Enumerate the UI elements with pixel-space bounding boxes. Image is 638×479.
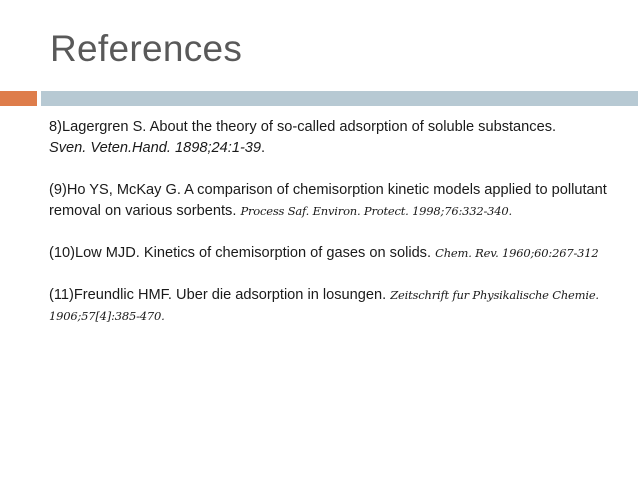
reference-journal: Process Saf. Environ. Protect. 1998;76:332-340. [240,204,512,218]
reference-journal: Zeitschrift fur Physikalische Chemie. 1906;57[4]:385-470. [49,288,599,323]
reference-item [49,285,629,327]
slide-title: References [50,28,243,69]
references-list [49,117,629,348]
reference-text: (10)Low MJD. Kinetics of chemisorption of gases on solids. [49,245,432,261]
reference-text: (9)Ho YS, McKay G. A comparison of chemisorption kinetic models applied to pollutant removal on various sorbents. [49,182,607,219]
reference-journal: Chem. Rev. 1960;60:267-312 [435,246,599,260]
reference-end: . [261,140,266,156]
reference-journal: Sven. Veten.Hand. 1898;24:1-39 [49,140,262,156]
reference-item [49,180,629,222]
reference-text: (11)Freundlic HMF. Uber die adsorption in losungen. [49,287,387,303]
accent-bar [0,91,37,106]
reference-item [49,117,629,159]
divider-bar [41,91,638,106]
reference-item [49,243,629,264]
reference-text: 8)Lagergren S. About the theory of so-called adsorption of soluble substances. [49,119,557,135]
